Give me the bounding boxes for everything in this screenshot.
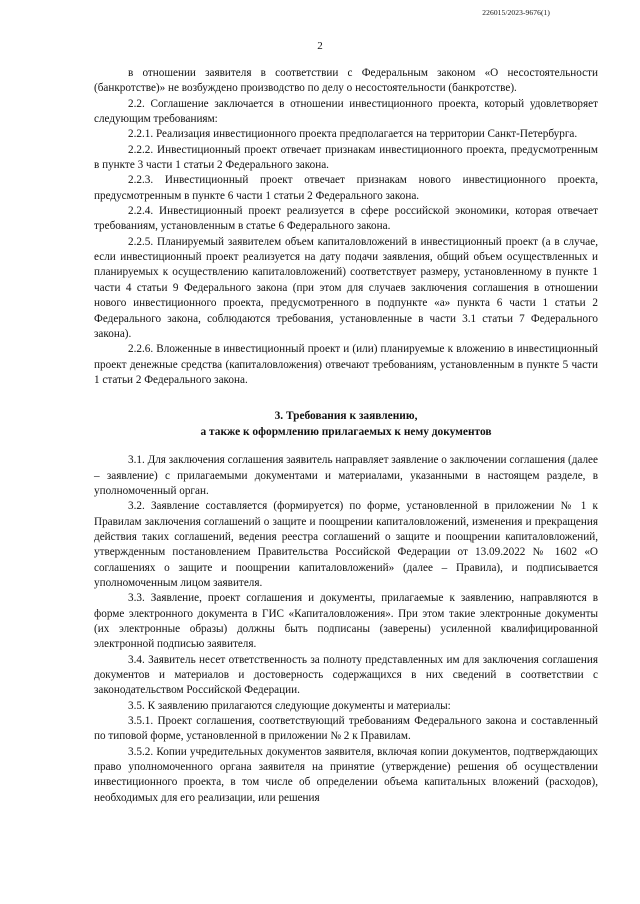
paragraph-3-2: 3.2. Заявление составляется (формируется) по форме, установленной в приложении № 1 к Правилам заключения соглашений о защите и поощрении капиталовложений, изменения и прекращения действия таких соглашений, ведения реестра соглашений о защите и поощрении капиталовложений, утвержденным постановлением Правительства Российской Федерации от 13.09.2022 № 1602 «О соглашениях о защите и поощрении капиталовложений» (далее – Правила), и подписывается уполномоченным лицом заявителя.: [94, 500, 598, 589]
document-body: [94, 66, 598, 806]
paragraph-3-4: 3.4. Заявитель несет ответственность за полноту представленных им для заключения соглашения документов и материалов и достоверность содержащихся в них сведений в соответствии с законодательством Российской Федерации.: [94, 653, 598, 697]
paragraph-2-2: 2.2. Соглашение заключается в отношении инвестиционного проекта, который удовлетворяет следующим требованиям:: [94, 97, 598, 126]
page-number: 2: [317, 40, 323, 52]
paragraph-2-2-1: 2.2.1. Реализация инвестиционного проекта предполагается на территории Санкт-Петербурга.: [128, 128, 578, 141]
paragraph-2-2-6: 2.2.6. Вложенные в инвестиционный проект и (или) планируемые к вложению в инвестиционный проект денежные средства (капиталовложения) отвечают требованиям, установленным в пункте 5 части 1 статьи 2 Федерального закона.: [94, 343, 598, 386]
paragraph-2-2-4: 2.2.4. Инвестиционный проект реализуется в сфере российской экономики, которая отвечает требованиям, установленным в статье 6 Федерального закона.: [94, 205, 598, 233]
paragraph-continuation: в отношении заявителя в соответствии с Федеральным законом «О несостоятельности (банкротстве)» не возбуждено производство по делу о несостоятельности (банкротстве).: [94, 67, 598, 95]
paragraph-3-3: 3.3. Заявление, проект соглашения и документы, прилагаемые к заявлению, направляются в форме электронного документа в ГИС «Капиталовложения». При этом такие электронные документы (их электронные образы) должны быть подписаны (заверены) усиленной квалифицированной электронной подписью заявителя.: [94, 592, 598, 651]
paragraph-3-1: 3.1. Для заключения соглашения заявитель направляет заявление о заключении соглашения (далее – заявление) с прилагаемыми документами и материалами, указанными в настоящем разделе, в уполномоченный орган.: [94, 454, 598, 497]
section-3-heading-line-1: 3. Требования к заявлению,: [274, 410, 418, 423]
document-registration-number: 226015/2023-9676(1): [482, 8, 550, 17]
section-3-heading-line-2: а также к оформлению прилагаемых к нему документов: [200, 425, 492, 438]
paragraph-2-2-5: 2.2.5. Планируемый заявителем объем капиталовложений в инвестиционный проект (а в случае, если инвестиционный проект реализуется на дату подачи заявления, общий объем осуществленных и планируемых к осуществлению капиталовложений) соответствует размеру, установленному в пункте 1 части 4 статьи 9 Федерального закона (при этом для случаев заключения соглашения в отношении нового инвестиционного проекта, предусмотренного в подпункте «а» пункта 6 части 1 статьи 2 Федерального закона, соблюдаются требования, установленные в части 3.1 статьи 7 Федерального закона).: [94, 235, 598, 340]
section-3-heading: [94, 409, 598, 440]
paragraph-3-5-1: 3.5.1. Проект соглашения, соответствующий требованиям Федерального закона и составленный по типовой форме, установленной в приложении № 2 к Правилам.: [94, 715, 598, 743]
paragraph-2-2-3: 2.2.3. Инвестиционный проект отвечает признакам нового инвестиционного проекта, предусмотренным в пункте 6 части 1 статьи 2 Федерального закона.: [94, 174, 598, 202]
paragraph-2-2-2: 2.2.2. Инвестиционный проект отвечает признакам инвестиционного проекта, предусмотренным в пункте 3 части 1 статьи 2 Федерального закона.: [94, 143, 598, 172]
paragraph-3-5-2: 3.5.2. Копии учредительных документов заявителя, включая копии документов, подтверждающих право уполномоченного органа заявителя на принятие (утверждение) решения об осуществлении инвестиционного проекта, в том числе об определении объема капитальных вложений (расходов), необходимых для его реализации, или решения: [94, 745, 598, 804]
paragraph-3-5: 3.5. К заявлению прилагаются следующие документы и материалы:: [128, 699, 451, 712]
